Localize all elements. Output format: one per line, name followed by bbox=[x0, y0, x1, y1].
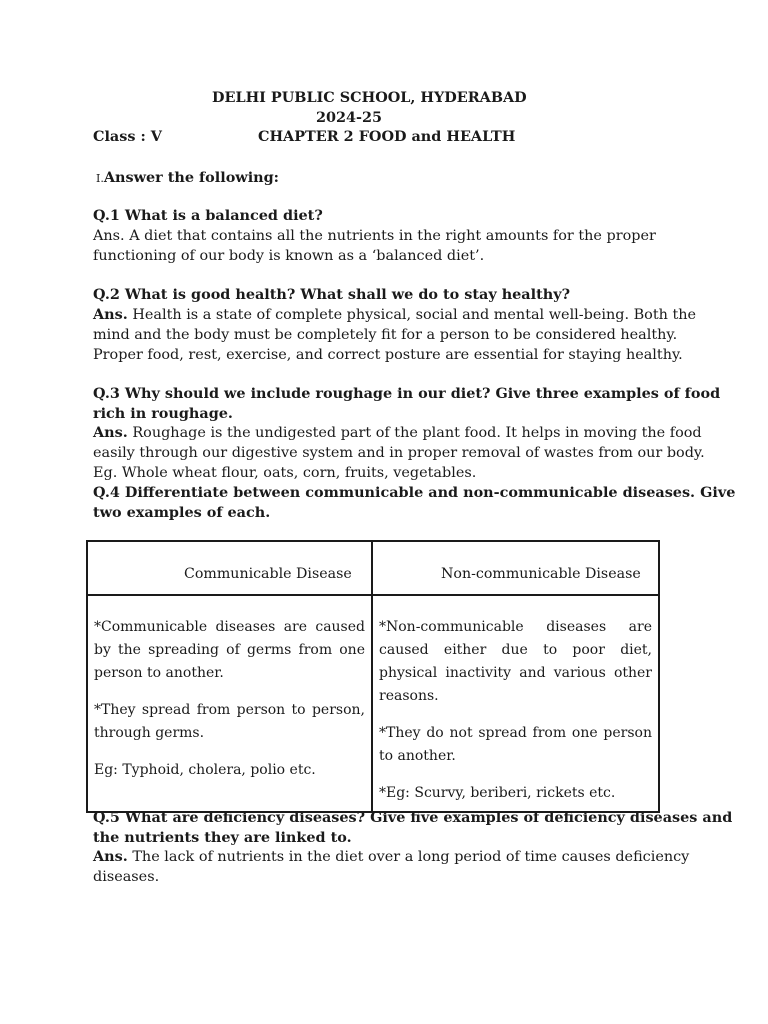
table-cell bbox=[87, 595, 372, 812]
q5-answer-text: The lack of nutrients in the diet over a long period of time causes deficiency bbox=[127, 849, 690, 865]
table-cell bbox=[372, 595, 659, 812]
comparison-table bbox=[86, 540, 660, 813]
school-name: DELHI PUBLIC SCHOOL, HYDERABAD bbox=[212, 89, 527, 106]
col1-paragraph: *They spread from person to person, through germs. bbox=[94, 702, 365, 741]
table-header-cell bbox=[372, 541, 659, 595]
q1-answer-line: functioning of our body is known as a ‘balanced diet’. bbox=[93, 248, 485, 264]
chapter-title: CHAPTER 2 FOOD and HEALTH bbox=[258, 128, 516, 145]
q2-answer-text: Health is a state of complete physical, social and mental well-being. Both the bbox=[127, 307, 697, 323]
class-label: Class : V bbox=[93, 128, 162, 145]
q5-answer-line bbox=[93, 847, 689, 867]
col1-header: Communicable Disease bbox=[184, 566, 352, 582]
ans-label: Ans. bbox=[93, 306, 128, 323]
q3-question-line: rich in roughage. bbox=[93, 405, 233, 422]
q3-answer-line: Eg. Whole wheat flour, oats, corn, fruits, vegetables. bbox=[93, 465, 477, 481]
q2-answer-line bbox=[93, 305, 696, 325]
q4-question-line: two examples of each. bbox=[93, 504, 271, 521]
q2-question: Q.2 What is good health? What shall we do to stay healthy? bbox=[93, 286, 571, 303]
q3-answer-line bbox=[93, 423, 702, 443]
q5-question-line: the nutrients they are linked to. bbox=[93, 829, 352, 846]
section-numeral: I. bbox=[96, 172, 104, 185]
q3-answer-text: Roughage is the undigested part of the plant food. It helps in moving the food bbox=[127, 425, 702, 441]
ans-label: Ans. bbox=[93, 424, 128, 441]
col1-paragraph: *Communicable diseases are caused by the spreading of germs from one person to another. bbox=[94, 619, 365, 681]
q3-answer-line: easily through our digestive system and in proper removal of wastes from our body. bbox=[93, 445, 705, 461]
col2-header: Non-communicable Disease bbox=[441, 566, 641, 582]
section-title: Answer the following: bbox=[103, 169, 279, 186]
q4-question-line: Q.4 Differentiate between communicable and non-communicable diseases. Give bbox=[93, 484, 736, 501]
table-header-row bbox=[87, 541, 659, 595]
col2-paragraph: *Non-communicable diseases are caused either due to poor diet, physical inactivity and various other reasons. bbox=[379, 619, 652, 704]
q5-answer-line: diseases. bbox=[93, 869, 160, 885]
col2-paragraph: *They do not spread from one person to another. bbox=[379, 725, 652, 764]
q5-question-line: Q.5 What are deficiency diseases? Give five examples of deficiency diseases and bbox=[93, 809, 733, 826]
q3-question-line: Q.3 Why should we include roughage in our diet? Give three examples of food bbox=[93, 385, 721, 402]
col1-paragraph: Eg: Typhoid, cholera, polio etc. bbox=[94, 762, 316, 778]
table-row bbox=[87, 595, 659, 812]
q1-question: Q.1 What is a balanced diet? bbox=[93, 207, 323, 224]
academic-year: 2024-25 bbox=[316, 109, 383, 126]
q1-answer-line: Ans. A diet that contains all the nutrients in the right amounts for the proper bbox=[93, 228, 656, 244]
q2-answer-line: Proper food, rest, exercise, and correct posture are essential for staying healthy. bbox=[93, 347, 683, 363]
q2-answer-line: mind and the body must be completely fit for a person to be considered healthy. bbox=[93, 327, 678, 343]
ans-label: Ans. bbox=[93, 848, 128, 865]
table-header-cell bbox=[87, 541, 372, 595]
col2-paragraph: *Eg: Scurvy, beriberi, rickets etc. bbox=[379, 785, 616, 801]
section-heading bbox=[96, 168, 279, 189]
